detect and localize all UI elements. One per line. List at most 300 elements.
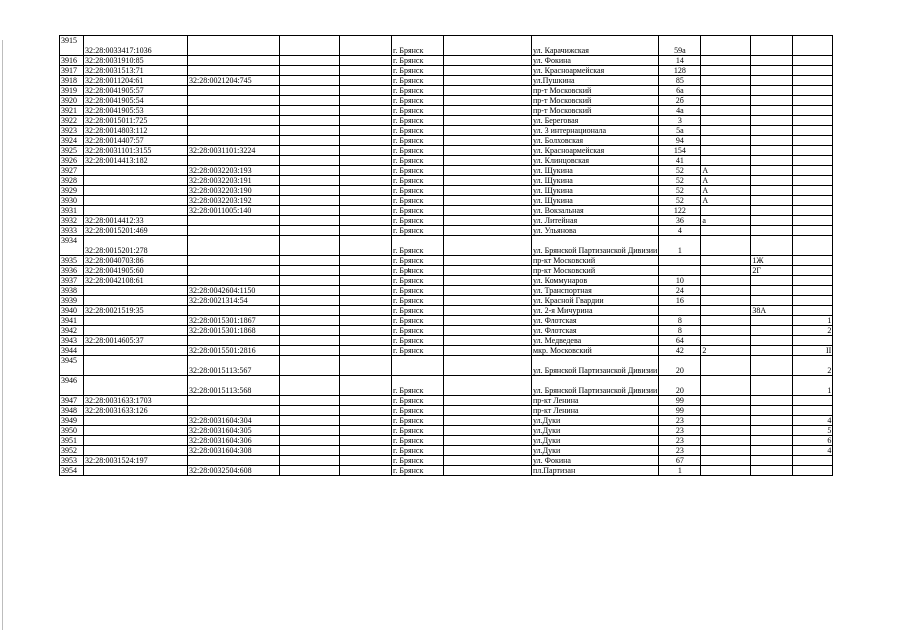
empty-cell	[444, 316, 532, 326]
apartment-cell	[793, 66, 833, 76]
cadastral-number-cell	[84, 356, 188, 376]
city-cell: г. Брянск	[392, 436, 444, 446]
house-number-cell: 23	[659, 446, 701, 456]
empty-cell	[340, 396, 392, 406]
row-number-cell: 3941	[60, 316, 84, 326]
cadastral-number-cell: 32:28:0041905:57	[84, 86, 188, 96]
street-cell: ул. Литейная	[532, 216, 659, 226]
empty-cell	[280, 166, 340, 176]
building-cell	[751, 76, 793, 86]
building-cell	[751, 326, 793, 336]
house-number-cell: 8	[659, 326, 701, 336]
apartment-cell	[793, 36, 833, 56]
empty-cell	[280, 66, 340, 76]
street-cell: пр-кт Московский	[532, 266, 659, 276]
cadastral-number-cell: 32:28:0041905:54	[84, 96, 188, 106]
empty-cell	[280, 436, 340, 446]
letter-cell: 2	[701, 346, 751, 356]
empty-cell	[340, 36, 392, 56]
row-number-cell: 3946	[60, 376, 84, 396]
cadastral-number-cell	[84, 176, 188, 186]
apartment-cell	[793, 306, 833, 316]
empty-cell	[340, 286, 392, 296]
empty-cell	[444, 136, 532, 146]
city-cell: г. Брянск	[392, 186, 444, 196]
empty-cell	[444, 426, 532, 436]
empty-cell	[444, 326, 532, 336]
city-cell: г. Брянск	[392, 346, 444, 356]
row-number-cell: 3929	[60, 186, 84, 196]
cadastral-number-cell: 32:28:0014413:182	[84, 156, 188, 166]
building-cell: 1Ж	[751, 256, 793, 266]
apartment-cell	[793, 206, 833, 216]
cadastral-number-cell: 32:28:0015201:469	[84, 226, 188, 236]
house-number-cell: 64	[659, 336, 701, 346]
street-cell: пр-т Московский	[532, 96, 659, 106]
cadastral-number-cell	[84, 446, 188, 456]
empty-cell	[444, 296, 532, 306]
house-number-cell: 52	[659, 196, 701, 206]
empty-cell	[280, 416, 340, 426]
empty-cell	[340, 216, 392, 226]
building-cadastral-cell	[188, 276, 280, 286]
empty-cell	[280, 216, 340, 226]
row-number-cell: 3935	[60, 256, 84, 266]
city-cell	[392, 356, 444, 376]
table-row	[60, 126, 833, 136]
cadastral-number-cell	[84, 296, 188, 306]
table-row	[60, 286, 833, 296]
row-number-cell: 3954	[60, 466, 84, 476]
building-cadastral-cell	[188, 306, 280, 316]
street-cell: ул. Красной Гвардии	[532, 296, 659, 306]
empty-cell	[280, 406, 340, 416]
cadastral-number-cell	[84, 346, 188, 356]
building-cell	[751, 456, 793, 466]
table-row	[60, 446, 833, 456]
row-number-cell: 3949	[60, 416, 84, 426]
building-cell	[751, 336, 793, 346]
cadastral-number-cell	[84, 466, 188, 476]
city-cell: г. Брянск	[392, 236, 444, 256]
house-number-cell: 99	[659, 406, 701, 416]
row-number-cell: 3919	[60, 86, 84, 96]
table-row	[60, 226, 833, 236]
house-number-cell: 42	[659, 346, 701, 356]
table-row	[60, 56, 833, 66]
table-row	[60, 256, 833, 266]
table-row	[60, 316, 833, 326]
city-cell: г. Брянск	[392, 96, 444, 106]
empty-cell	[340, 276, 392, 286]
empty-cell	[444, 186, 532, 196]
building-cadastral-cell: 32:28:0032203:190	[188, 186, 280, 196]
empty-cell	[340, 436, 392, 446]
empty-cell	[340, 416, 392, 426]
apartment-cell	[793, 126, 833, 136]
city-cell: г. Брянск	[392, 76, 444, 86]
building-cell	[751, 396, 793, 406]
street-cell: ул. Береговая	[532, 116, 659, 126]
building-cadastral-cell: 32:28:0031604:306	[188, 436, 280, 446]
letter-cell	[701, 276, 751, 286]
row-number-cell: 3916	[60, 56, 84, 66]
house-number-cell: 59а	[659, 36, 701, 56]
house-number-cell: 1	[659, 466, 701, 476]
house-number-cell: 99	[659, 396, 701, 406]
row-number-cell: 3923	[60, 126, 84, 136]
empty-cell	[280, 336, 340, 346]
street-cell: ул. Щукина	[532, 166, 659, 176]
table-row	[60, 236, 833, 256]
empty-cell	[444, 56, 532, 66]
letter-cell	[701, 326, 751, 336]
street-cell: ул.Дуки	[532, 446, 659, 456]
letter-cell	[701, 136, 751, 146]
row-number-cell: 3938	[60, 286, 84, 296]
empty-cell	[340, 196, 392, 206]
building-cell	[751, 276, 793, 286]
letter-cell	[701, 106, 751, 116]
cadastral-number-cell: 32:28:0031513:71	[84, 66, 188, 76]
building-cadastral-cell	[188, 86, 280, 96]
street-cell: ул. Брянской Партизанской Дивизии	[532, 236, 659, 256]
row-number-cell: 3947	[60, 396, 84, 406]
street-cell: ул.Дуки	[532, 426, 659, 436]
letter-cell: а	[701, 216, 751, 226]
letter-cell	[701, 446, 751, 456]
apartment-cell: 4	[793, 416, 833, 426]
city-cell: г. Брянск	[392, 156, 444, 166]
apartment-cell	[793, 276, 833, 286]
letter-cell	[701, 86, 751, 96]
city-cell: г. Брянск	[392, 256, 444, 266]
street-cell: пр-кт Ленина	[532, 396, 659, 406]
building-cadastral-cell	[188, 116, 280, 126]
empty-cell	[444, 156, 532, 166]
building-cell	[751, 406, 793, 416]
empty-cell	[280, 126, 340, 136]
letter-cell	[701, 256, 751, 266]
street-cell: ул. Коммунаров	[532, 276, 659, 286]
building-cell	[751, 56, 793, 66]
table-row	[60, 96, 833, 106]
city-cell: г. Брянск	[392, 146, 444, 156]
building-cadastral-cell: 32:28:0032203:192	[188, 196, 280, 206]
table-row	[60, 206, 833, 216]
apartment-cell	[793, 96, 833, 106]
cadastral-number-cell: 32:28:0014407:57	[84, 136, 188, 146]
table-row	[60, 306, 833, 316]
empty-cell	[340, 106, 392, 116]
empty-cell	[444, 276, 532, 286]
cadastral-number-cell: 32:28:0015201:278	[84, 236, 188, 256]
city-cell: г. Брянск	[392, 106, 444, 116]
empty-cell	[280, 286, 340, 296]
building-cell	[751, 136, 793, 146]
apartment-cell	[793, 56, 833, 66]
letter-cell	[701, 466, 751, 476]
empty-cell	[280, 136, 340, 146]
apartment-cell	[793, 176, 833, 186]
house-number-cell: 20	[659, 356, 701, 376]
apartment-cell	[793, 406, 833, 416]
apartment-cell: II	[793, 346, 833, 356]
letter-cell	[701, 306, 751, 316]
letter-cell	[701, 286, 751, 296]
cadastral-number-cell: 32:28:0042108:61	[84, 276, 188, 286]
house-number-cell: 94	[659, 136, 701, 146]
street-cell: ул. Брянской Партизанской Дивизии	[532, 376, 659, 396]
city-cell: г. Брянск	[392, 426, 444, 436]
table-row	[60, 156, 833, 166]
street-cell: ул. Красноармейская	[532, 66, 659, 76]
cadastral-number-cell	[84, 286, 188, 296]
house-number-cell: 3	[659, 116, 701, 126]
street-cell: ул.Дуки	[532, 416, 659, 426]
empty-cell	[280, 206, 340, 216]
row-number-cell: 3950	[60, 426, 84, 436]
house-number-cell: 122	[659, 206, 701, 216]
street-cell: ул. Фокина	[532, 456, 659, 466]
building-cell	[751, 66, 793, 76]
table-row	[60, 276, 833, 286]
building-cadastral-cell: 32:28:0031604:308	[188, 446, 280, 456]
apartment-cell	[793, 456, 833, 466]
cadastral-number-cell: 32:28:0015011:725	[84, 116, 188, 126]
empty-cell	[444, 166, 532, 176]
empty-cell	[340, 166, 392, 176]
table-row	[60, 376, 833, 396]
letter-cell	[701, 426, 751, 436]
house-number-cell: 154	[659, 146, 701, 156]
row-number-cell: 3931	[60, 206, 84, 216]
empty-cell	[340, 466, 392, 476]
empty-cell	[444, 436, 532, 446]
street-cell: мкр. Московский	[532, 346, 659, 356]
empty-cell	[280, 236, 340, 256]
empty-cell	[280, 96, 340, 106]
apartment-cell: 4	[793, 446, 833, 456]
table-row	[60, 86, 833, 96]
empty-cell	[280, 186, 340, 196]
empty-cell	[280, 396, 340, 406]
apartment-cell	[793, 136, 833, 146]
empty-cell	[280, 456, 340, 466]
building-cadastral-cell	[188, 36, 280, 56]
empty-cell	[280, 446, 340, 456]
empty-cell	[340, 226, 392, 236]
empty-cell	[444, 416, 532, 426]
city-cell: г. Брянск	[392, 136, 444, 146]
street-cell: ул. Карачижская	[532, 36, 659, 56]
cadastral-number-cell: 32:28:0021519:35	[84, 306, 188, 316]
empty-cell	[340, 456, 392, 466]
empty-cell	[280, 296, 340, 306]
building-cadastral-cell	[188, 96, 280, 106]
table-row	[60, 396, 833, 406]
building-cell	[751, 466, 793, 476]
building-cell	[751, 36, 793, 56]
city-cell: г. Брянск	[392, 296, 444, 306]
apartment-cell	[793, 296, 833, 306]
city-cell: г. Брянск	[392, 206, 444, 216]
table-row	[60, 406, 833, 416]
empty-cell	[444, 196, 532, 206]
building-cell	[751, 186, 793, 196]
row-number-cell: 3924	[60, 136, 84, 146]
empty-cell	[340, 296, 392, 306]
house-number-cell: 52	[659, 166, 701, 176]
empty-cell	[340, 96, 392, 106]
table-row	[60, 166, 833, 176]
apartment-cell: 2	[793, 326, 833, 336]
row-number-cell: 3948	[60, 406, 84, 416]
city-cell: г. Брянск	[392, 326, 444, 336]
building-cadastral-cell: 32:28:0032203:193	[188, 166, 280, 176]
table-row	[60, 66, 833, 76]
empty-cell	[444, 66, 532, 76]
city-cell: г. Брянск	[392, 66, 444, 76]
cadastral-number-cell: 32:28:0031101:3155	[84, 146, 188, 156]
cadastral-number-cell	[84, 166, 188, 176]
city-cell: г. Брянск	[392, 446, 444, 456]
empty-cell	[444, 306, 532, 316]
city-cell: г. Брянск	[392, 336, 444, 346]
street-cell: ул. Щукина	[532, 176, 659, 186]
letter-cell	[701, 436, 751, 446]
table-row	[60, 456, 833, 466]
empty-cell	[340, 156, 392, 166]
street-cell: пр-т Московский	[532, 86, 659, 96]
building-cell	[751, 376, 793, 396]
apartment-cell: 6	[793, 436, 833, 446]
street-cell: ул. Флотская	[532, 326, 659, 336]
empty-cell	[280, 116, 340, 126]
building-cell	[751, 156, 793, 166]
apartment-cell	[793, 466, 833, 476]
empty-cell	[444, 286, 532, 296]
building-cadastral-cell: 32:28:0021314:54	[188, 296, 280, 306]
building-cadastral-cell: 32:28:0031101:3224	[188, 146, 280, 156]
building-cadastral-cell: 32:28:0042604:1150	[188, 286, 280, 296]
empty-cell	[280, 466, 340, 476]
street-cell: ул. Ульянова	[532, 226, 659, 236]
row-number-cell: 3918	[60, 76, 84, 86]
empty-cell	[280, 266, 340, 276]
building-cadastral-cell	[188, 106, 280, 116]
empty-cell	[340, 316, 392, 326]
building-cell	[751, 436, 793, 446]
building-cell	[751, 176, 793, 186]
row-number-cell: 3932	[60, 216, 84, 226]
row-number-cell: 3927	[60, 166, 84, 176]
cadastral-number-cell	[84, 326, 188, 336]
empty-cell	[340, 236, 392, 256]
building-cell	[751, 286, 793, 296]
building-cadastral-cell: 32:28:0015501:2816	[188, 346, 280, 356]
city-cell: г. Брянск	[392, 266, 444, 276]
letter-cell	[701, 236, 751, 256]
street-cell: ул. 3 интернационала	[532, 126, 659, 136]
building-cadastral-cell	[188, 406, 280, 416]
table-row	[60, 36, 833, 56]
house-number-cell: 36	[659, 216, 701, 226]
building-cadastral-cell	[188, 126, 280, 136]
apartment-cell: 5	[793, 426, 833, 436]
letter-cell	[701, 316, 751, 326]
building-cell	[751, 206, 793, 216]
city-cell: г. Брянск	[392, 416, 444, 426]
building-cell	[751, 146, 793, 156]
building-cell	[751, 296, 793, 306]
house-number-cell: 20	[659, 376, 701, 396]
city-cell: г. Брянск	[392, 306, 444, 316]
cadastral-number-cell: 32:28:0031524:197	[84, 456, 188, 466]
register-rows	[60, 36, 833, 476]
city-cell: г. Брянск	[392, 286, 444, 296]
apartment-cell	[793, 116, 833, 126]
building-cadastral-cell	[188, 156, 280, 166]
building-cell	[751, 356, 793, 376]
table-row	[60, 266, 833, 276]
row-number-cell: 3953	[60, 456, 84, 466]
empty-cell	[280, 346, 340, 356]
building-cell	[751, 346, 793, 356]
table-row	[60, 176, 833, 186]
empty-cell	[280, 316, 340, 326]
cadastral-number-cell: 32:28:0041905:53	[84, 106, 188, 116]
empty-cell	[444, 126, 532, 136]
apartment-cell	[793, 266, 833, 276]
letter-cell	[701, 76, 751, 86]
city-cell: г. Брянск	[392, 126, 444, 136]
table-row	[60, 426, 833, 436]
empty-cell	[444, 96, 532, 106]
street-cell: ул. Вокзальная	[532, 206, 659, 216]
house-number-cell: 4	[659, 226, 701, 236]
table-row	[60, 76, 833, 86]
empty-cell	[444, 116, 532, 126]
building-cell	[751, 316, 793, 326]
empty-cell	[280, 326, 340, 336]
scan-edge-line	[2, 40, 3, 630]
empty-cell	[340, 146, 392, 156]
empty-cell	[280, 106, 340, 116]
house-number-cell	[659, 306, 701, 316]
table-row	[60, 416, 833, 426]
empty-cell	[280, 426, 340, 436]
empty-cell	[340, 206, 392, 216]
building-cadastral-cell	[188, 56, 280, 66]
house-number-cell: 1	[659, 236, 701, 256]
empty-cell	[280, 176, 340, 186]
empty-cell	[280, 156, 340, 166]
table-row	[60, 296, 833, 306]
apartment-cell	[793, 106, 833, 116]
house-number-cell: 4а	[659, 106, 701, 116]
letter-cell: А	[701, 176, 751, 186]
city-cell: г. Брянск	[392, 166, 444, 176]
letter-cell	[701, 96, 751, 106]
house-number-cell: 2б	[659, 96, 701, 106]
letter-cell	[701, 296, 751, 306]
building-cell	[751, 446, 793, 456]
empty-cell	[340, 266, 392, 276]
letter-cell	[701, 266, 751, 276]
building-cadastral-cell: 32:28:0032504:608	[188, 466, 280, 476]
street-cell: ул. Брянской Партизанской Дивизии	[532, 356, 659, 376]
